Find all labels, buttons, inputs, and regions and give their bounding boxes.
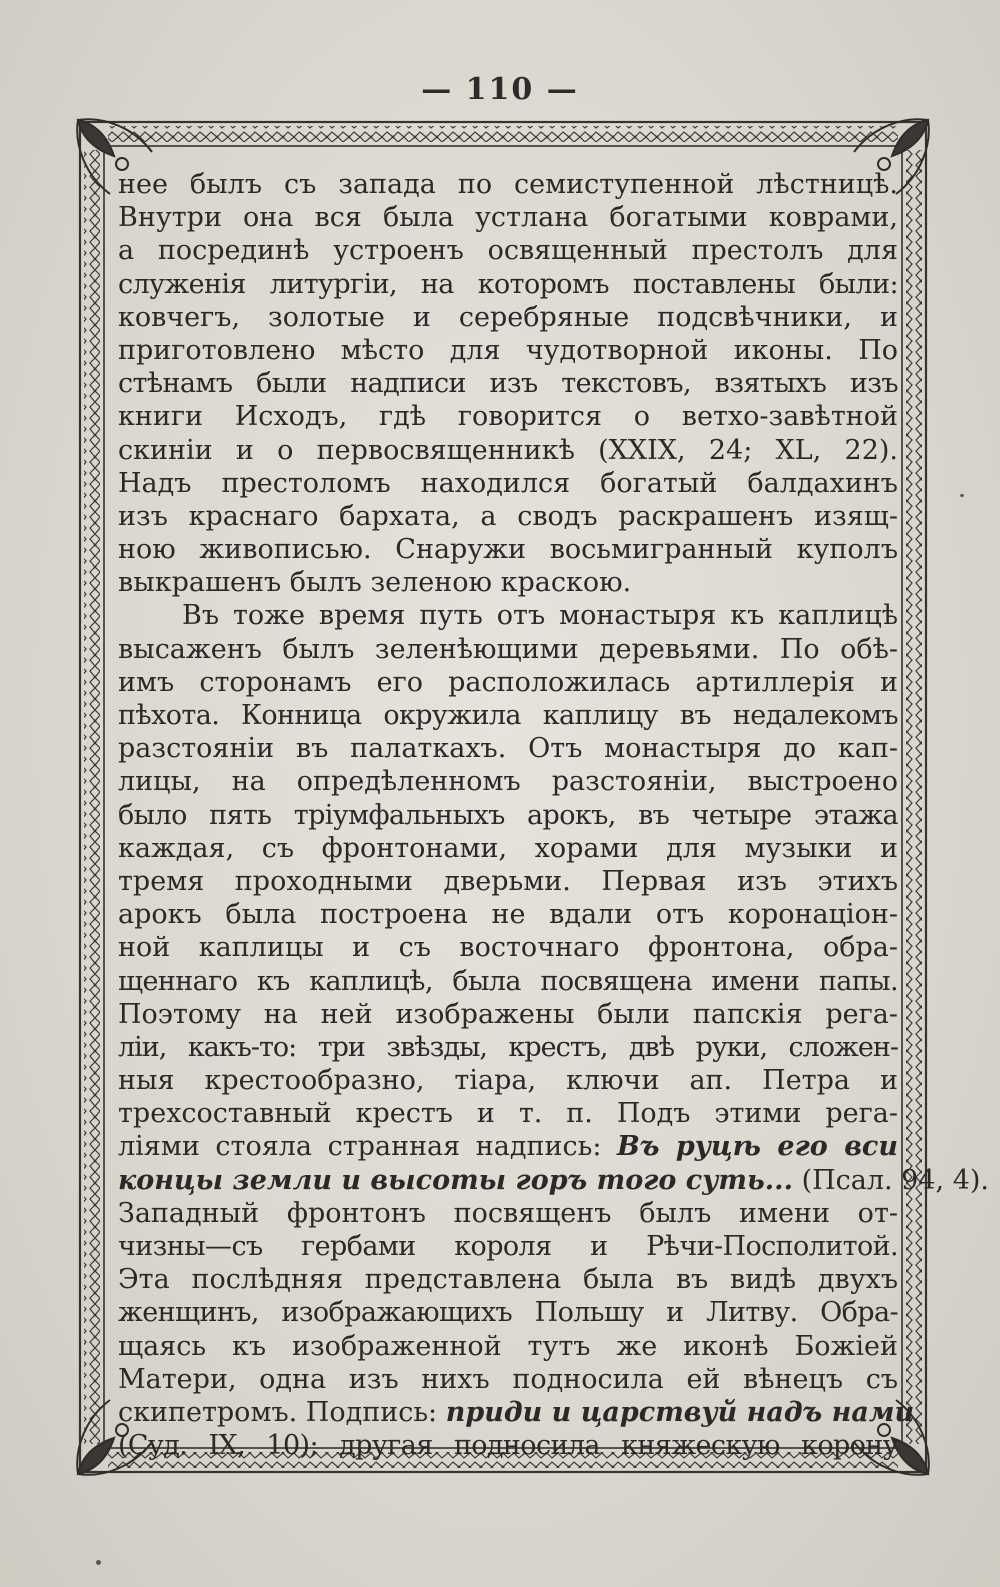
text-line: Матери, одна изъ нихъ подносила ей вѣнецъ съ bbox=[118, 1363, 898, 1395]
text-line: ліи, какъ-то: три звѣзды, крестъ, двѣ руки, сложен- bbox=[118, 1031, 898, 1063]
text-line: пѣхота. Конница окружила каплицу въ недалекомъ bbox=[118, 700, 898, 731]
text-line: ной каплицы и съ восточнаго фронтона, обра- bbox=[118, 932, 898, 964]
text-line: Поэтому на ней изображены были папскія рега- bbox=[118, 998, 898, 1030]
text-line: ною живописью. Снаружи восьмигранный куполъ bbox=[118, 534, 898, 566]
text-line: Западный фронтонъ посвященъ былъ имени от- bbox=[118, 1197, 898, 1229]
paper-speck bbox=[96, 1560, 101, 1565]
text-line: нее былъ съ запада по семиступенной лѣстницѣ. bbox=[118, 169, 898, 200]
text-line: ныя крестообразно, тіара, ключи ап. Петра и bbox=[118, 1065, 898, 1097]
text-line: трехсоставный крестъ и т. п. Подъ этими рега- bbox=[118, 1098, 898, 1130]
text-line: скиніи и о первосвященникѣ (XXIX, 24; XL, 22). bbox=[118, 434, 898, 466]
text-line: Эта послѣдняя представлена была въ видѣ двухъ bbox=[118, 1264, 898, 1296]
text-line: выкрашенъ былъ зеленою краскою. bbox=[118, 567, 632, 599]
text-line: ліями стояла странная надпись: Въ руцѣ его вси bbox=[118, 1131, 898, 1163]
text-line: концы земли и высоты горъ того суть... (Псал. 94, 4). bbox=[118, 1164, 989, 1196]
italic-quote: концы земли и высоты горъ того суть... bbox=[118, 1164, 793, 1196]
text-line: арокъ была построена не вдали отъ коронаціон- bbox=[118, 899, 898, 931]
page-number: — 110 — bbox=[421, 72, 579, 107]
text-line: стѣнамъ были надписи изъ текстовъ, взятыхъ изъ bbox=[118, 368, 898, 400]
text-line: лицы, на опредѣленномъ разстояніи, выстроено bbox=[118, 766, 898, 798]
text-line: разстояніи въ палаткахъ. Отъ монастыря до кап- bbox=[118, 733, 898, 765]
italic-quote: приди и царствуй надъ нами bbox=[445, 1396, 915, 1428]
text-line: щаясь къ изображенной тутъ же иконѣ Божіей bbox=[118, 1330, 898, 1362]
body-text bbox=[118, 168, 989, 1462]
text-line: книги Исходъ, гдѣ говорится о ветхо-завѣтной bbox=[118, 401, 898, 433]
text-line: тремя проходными дверьми. Первая изъ этихъ bbox=[118, 865, 898, 897]
text-line: скипетромъ. Подпись: приди и царствуй надъ нами bbox=[118, 1396, 915, 1428]
text-line: Надъ престоломъ находился богатый балдахинъ bbox=[118, 467, 898, 499]
text-line: ковчегъ, золотые и серебряные подсвѣчники, и bbox=[118, 301, 898, 333]
text-line: щеннаго къ каплицѣ, была посвящена имени папы. bbox=[118, 965, 898, 997]
text-line: служенія литургіи, на которомъ поставлены были: bbox=[118, 268, 898, 300]
paragraph-start-line: Въ тоже время путь отъ монастыря къ каплицѣ bbox=[182, 600, 898, 632]
text-line: приготовлено мѣсто для чудотворной иконы. По bbox=[118, 334, 898, 366]
text-line: каждая, съ фронтонами, хорами для музыки и bbox=[118, 832, 898, 864]
text-line: а посрединѣ устроенъ освященный престолъ для bbox=[118, 235, 898, 267]
text-line: Внутри она вся была устлана богатыми коврами, bbox=[118, 202, 898, 234]
text-line: было пять тріумфальныхъ арокъ, въ четыре этажа bbox=[118, 799, 898, 831]
text-line: высаженъ былъ зеленѣющими деревьями. По обѣ- bbox=[118, 633, 898, 665]
text-line: женщинъ, изображающихъ Польшу и Литву. Обра- bbox=[118, 1297, 898, 1329]
italic-quote: Въ руцѣ его вси bbox=[617, 1131, 898, 1163]
text-line: чизны—съ гербами короля и Рѣчи-Посполитой. bbox=[118, 1231, 898, 1262]
text-line: имъ сторонамъ его расположилась артиллерія и bbox=[118, 666, 898, 698]
text-line: изъ краснаго бархата, а сводъ раскрашенъ изящ- bbox=[118, 500, 898, 532]
text-line: (Суд. IX, 10); другая подносила княжескую корону bbox=[118, 1430, 898, 1462]
paper-speck bbox=[960, 494, 964, 497]
